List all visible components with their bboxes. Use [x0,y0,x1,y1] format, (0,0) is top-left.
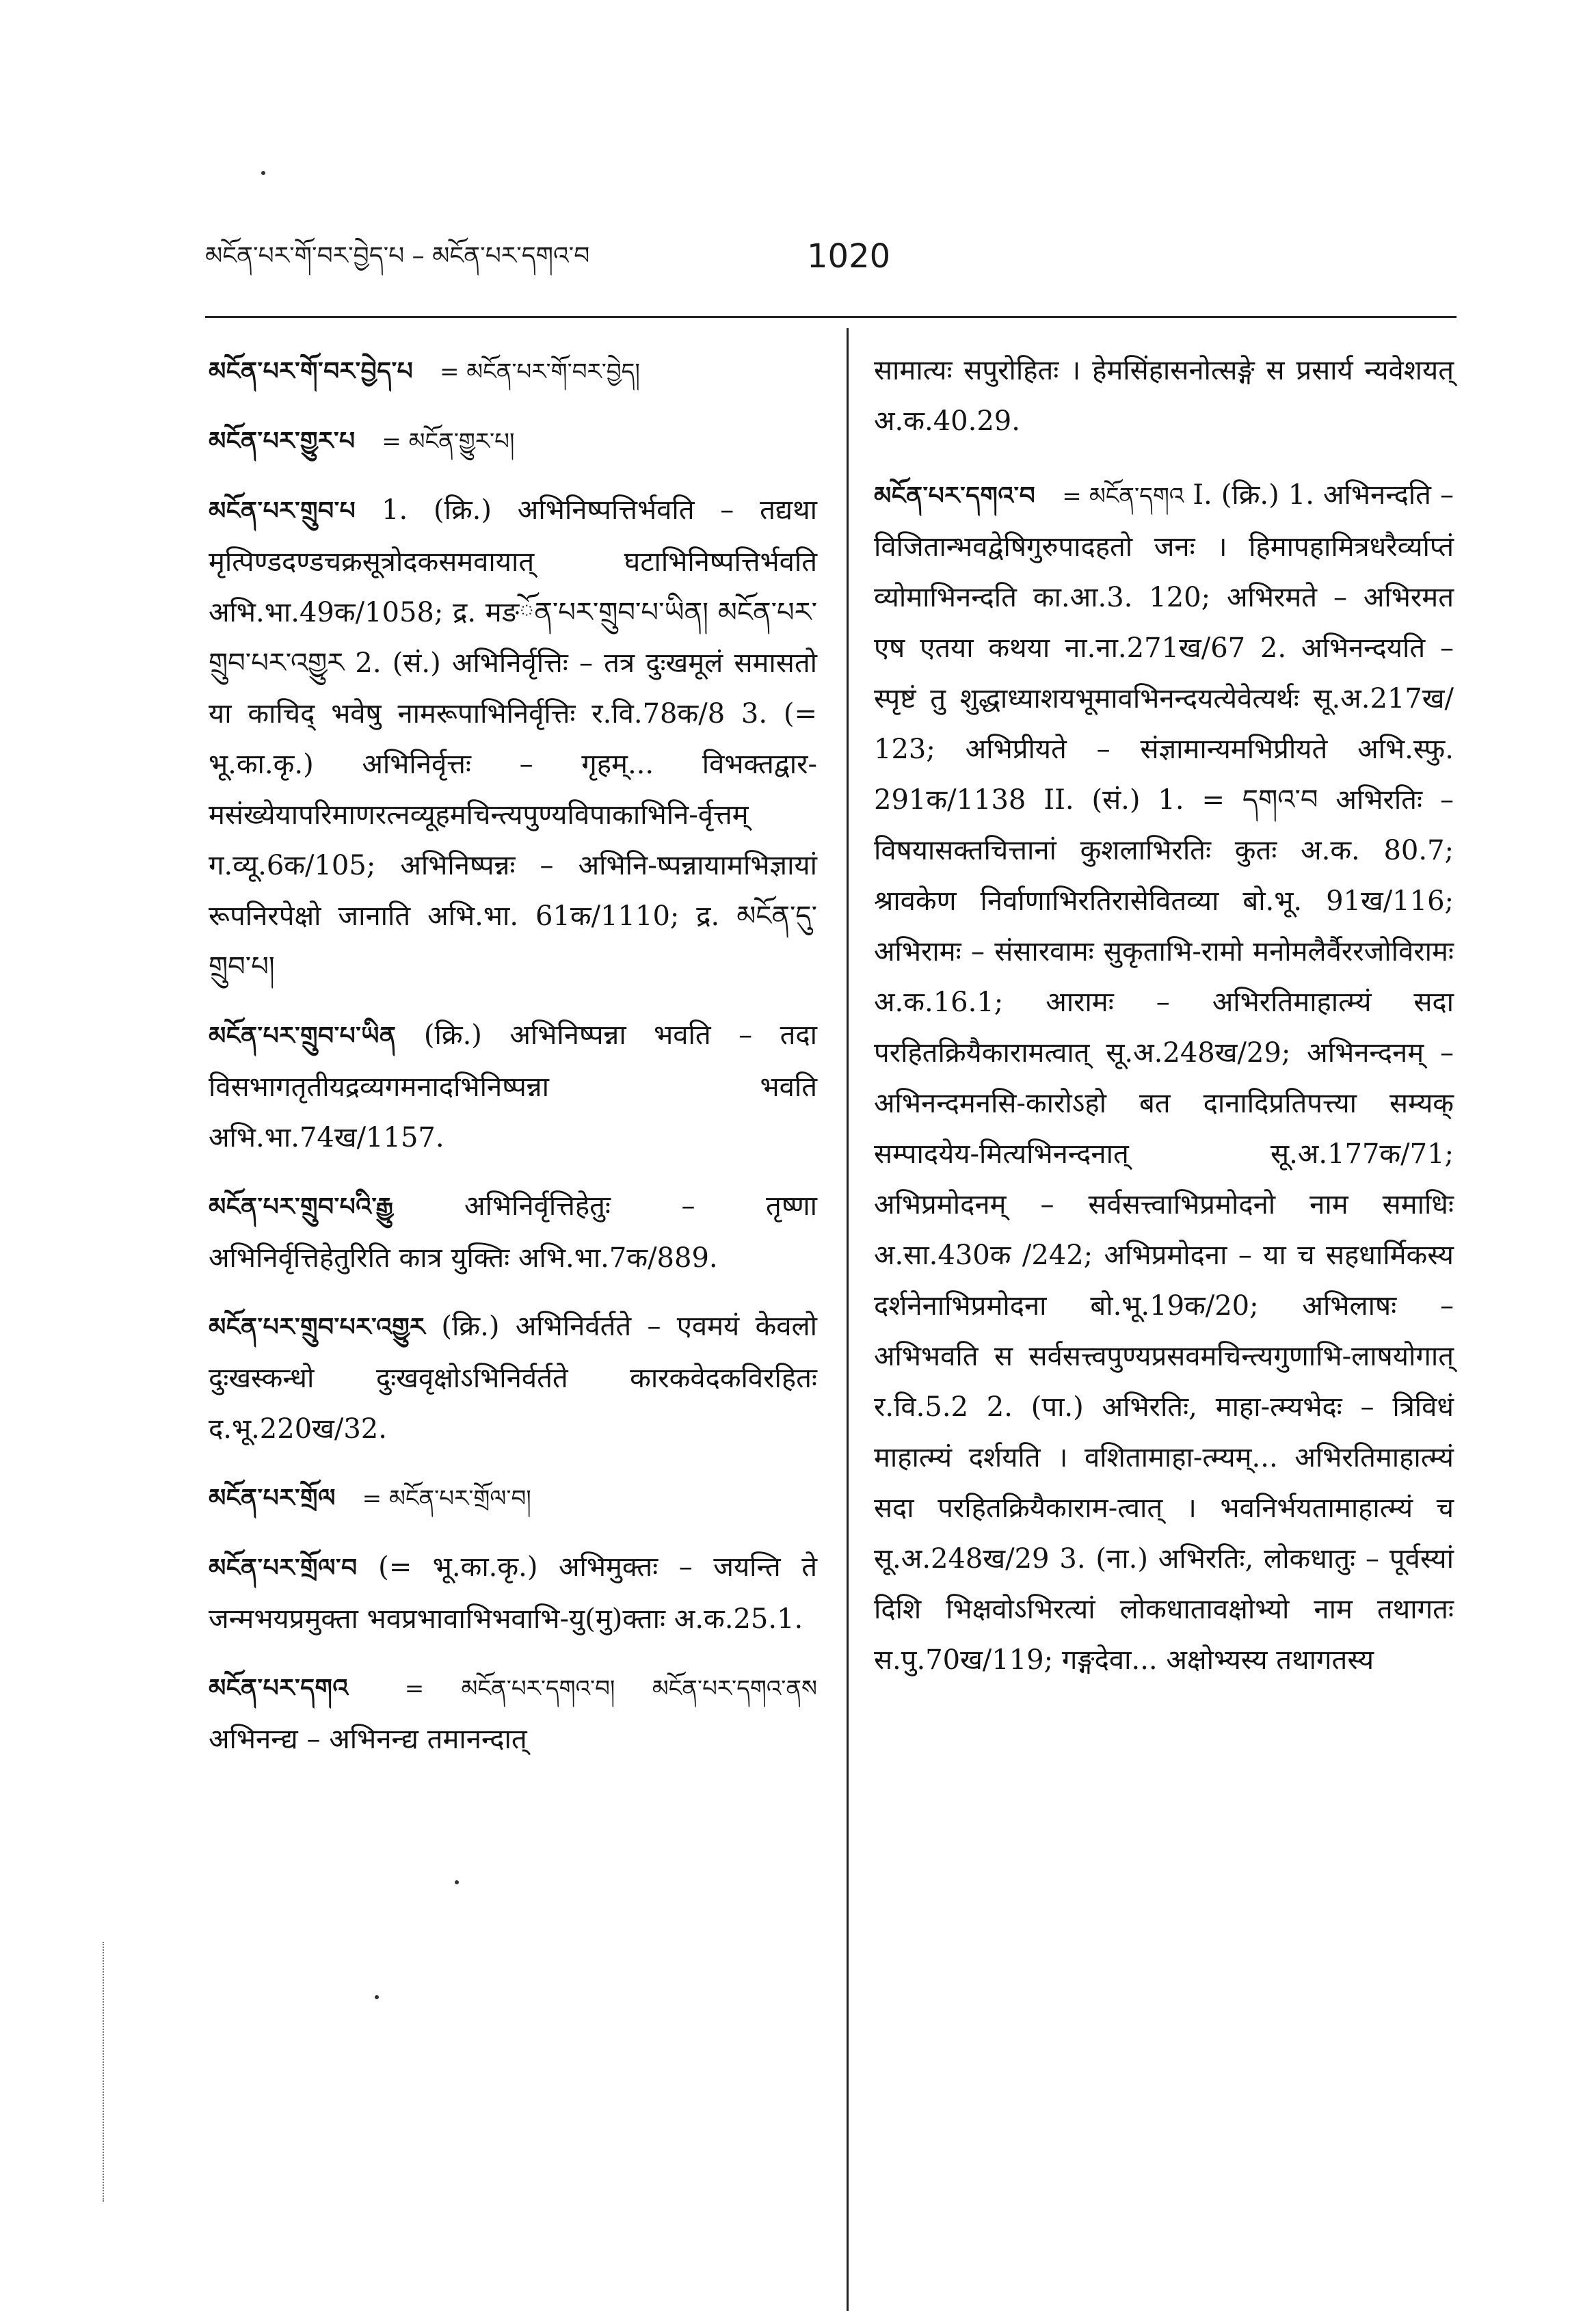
scan-margin-mark [103,1942,108,2202]
entry-headword: མངོན་པར་གྲུབ་པར་འགྱུར [209,1313,426,1341]
entry-headword: མངོན་པར་གྲོལ [209,1484,336,1512]
scan-speck [375,1995,379,1999]
header-rule [205,316,1457,318]
dictionary-entry [209,1010,817,1163]
dictionary-entry [209,1662,817,1765]
right-column [874,345,1454,1703]
entry-headword: མངོན་པར་དགའ་བ [874,482,1036,510]
entry-headword: མངོན་པར་གྲུབ་པ [209,497,356,525]
dictionary-entry [874,470,1454,1685]
entry-text: (= भू.का.कृ.) अभिमुक्तः – जयन्ति ते जन्मभयप्रमुक्ता भवप्रभावाभिभवाभि-यु(मु)क्ताः अ.क.25.1. [209,1551,817,1635]
entry-gloss: = མངོན་པར་གྲོལ་བ། [362,1485,531,1512]
entry-gloss: = མངོན་པར་དགའ་བ། མངོན་པར་དགའ་ནས [404,1675,818,1702]
entry-text: (क्रि.) अभिनिष्पन्ना भवति – तदा विसभागतृतीयद्रव्यगमनादभिनिष्पन्ना भवति अभि.भा.74ख/1157. [209,1019,817,1153]
dictionary-entry [209,1542,817,1644]
page-number: 1020 [807,237,891,276]
scan-speck [261,171,265,175]
dictionary-entry [209,1472,817,1524]
left-column [209,345,817,1782]
entry-text: सामात्यः सपुरोहितः । हेमसिंहासनोत्सङ्गे स प्रसार्य न्यवेशयत् अ.क.40.29. [874,355,1454,437]
entry-text: 1. (क्रि.) अभिनिष्पत्तिर्भवति – तद्यथा मृत्पिण्डदण्डचक्रसूत्रोदकसमवायात् घटाभिनिष्पत्तिर्भवति अभि.भा.49क/1058; द्र. मङོན་པར་གྲུབ་པ་ཡིན། མངོན་པར་གྲུབ་པར་འགྱུར 2. (सं.) अभिनिर्वृत्तिः – तत्र दुःखमूलं समासतो या काचिद् भवेषु नामरूपाभिनिर्वृत्तिः र.वि.78क/8 3. (= भू.का.कृ.) अभिनिर्वृत्तः – गृहम्... विभक्तद्वार-मसंख्येयापरिमाणरत्नव्यूहमचिन्त्यपुण्यविपाकाभिनि-र्वृत्तम् ग.व्यू.6क/105; अभिनिष्पन्नः – अभिनि-ष्पन्नायामभिज्ञायां रूपनिरपेक्षो जानाति अभि.भा. 61क/1110; द्र. མངོན་དུ་གྲུབ་པ། [209,494,818,983]
page-header [205,236,1457,277]
entry-headword: མངོན་པར་གྲུབ་པའི་རྒྱུ [209,1193,394,1221]
dictionary-entry [209,485,817,992]
entry-text: अभिनन्द्य – अभिनन्द्य तमानन्दात् [209,1724,527,1755]
entry-headword: མངོན་པར་དགའ [209,1674,349,1702]
entry-headword: མངོན་པར་གྲུབ་པ་ཡིན [209,1022,397,1050]
scan-speck [455,1880,459,1884]
entry-headword: མངོན་པར་གོ་བར་བྱེད་པ [209,358,414,386]
entry-gloss: = མངོན་དགའ [1062,483,1184,510]
dictionary-entry-continued [874,345,1454,446]
column-divider [847,328,849,2311]
entry-text: I. (क्रि.) 1. अभिनन्दति – विजितान्भवद्वेषिगुरुपादहतो जनः । हिमापहामित्रधरैर्व्याप्तं व्योमाभिनन्दति का.आ.3. 120; अभिरमते – अभिरमत एष एतया कथया ना.ना.271ख/67 2. अभिनन्दयति – स्पृष्टं तु शुद्धाध्याशयभूमावभिनन्दयत्येवेत्यर्थः सू.अ.217ख/ 123; अभिप्रीयते – संज्ञामान्यमभिप्रीयते अभि.स्फु. 291क/1138 II. (सं.) 1. = དགའ་བ अभिरतिः – विषयासक्तचित्तानां कुशलाभिरतिः कुतः अ.क. 80.7; श्रावकेण निर्वाणाभिरतिरासेवितव्या बो.भू. 91ख/116; अभिरामः – संसारवामः सुकृताभि-रामो मनोमलैर्वैररजोविरामः अ.क.16.1; आरामः – अभिरतिमाहात्म्यं सदा परहितक्रियैकारामत्वात् सू.अ.248ख/29; अभिनन्दनम् – अभिनन्दमनसि-कारोऽहो बत दानादिप्रतिपत्त्या सम्यक् सम्पादयेय-मित्यभिनन्दनात् सू.अ.177क/71; अभिप्रमोदनम् – सर्वसत्त्वाभिप्रमोदनो नाम समाधिः अ.सा.430क /242; अभिप्रमोदना – या च सहधार्मिकस्य दर्शनेनाभिप्रमोदना बो.भू.19क/20; अभिलाषः – अभिभवति स सर्वसत्त्वपुण्यप्रसवमचिन्त्यगुणाभि-लाषयोगात् र.वि.5.2 2. (पा.) अभिरतिः, माहा-त्म्यभेदः – त्रिविधं माहात्म्यं दर्शयति । वशितामाहा-त्म्यम्... अभिरतिमाहात्म्यं सदा परहितक्रियैकाराम-त्वात् । भवनिर्भयतामाहात्म्यं च सू.अ.248ख/29 3. (ना.) अभिरतिः, लोकधातुः – पूर्वस्यां दिशि भिक्षवोऽभिरत्यां लोकधातावक्षोभ्यो नाम तथागतः स.पु.70ख/119; गङ्गदेवा... अक्षोभ्यस्य तथागतस्य [874,479,1454,1676]
dictionary-entry [209,415,817,467]
entry-text: अभिनिर्वृत्तिहेतुः – तृष्णा अभिनिर्वृत्तिहेतुरिति कात्र युक्तिः अभि.भा.7क/889. [209,1190,817,1274]
entry-gloss: = མངོན་གྱུར་པ། [382,428,515,455]
entry-headword: མངོན་པར་གྲོལ་བ [209,1554,358,1582]
dictionary-entry [209,1301,817,1454]
running-head: མངོན་པར་གོ་བར་བྱེད་པ – མངོན་པར་དགའ་བ [205,242,590,270]
entry-gloss: = མངོན་པར་གོ་བར་བྱེད། [439,358,640,386]
dictionary-entry [209,1181,817,1283]
dictionary-entry [209,345,817,397]
entry-text: (क्रि.) अभिनिर्वर्तते – एवमयं केवलो दुःखस्कन्धो दुःखवृक्षोऽभिनिर्वर्तते कारकवेदकविरहितः द.भू.220ख/32. [209,1311,817,1445]
entry-headword: མངོན་པར་གྱུར་པ [209,427,356,455]
